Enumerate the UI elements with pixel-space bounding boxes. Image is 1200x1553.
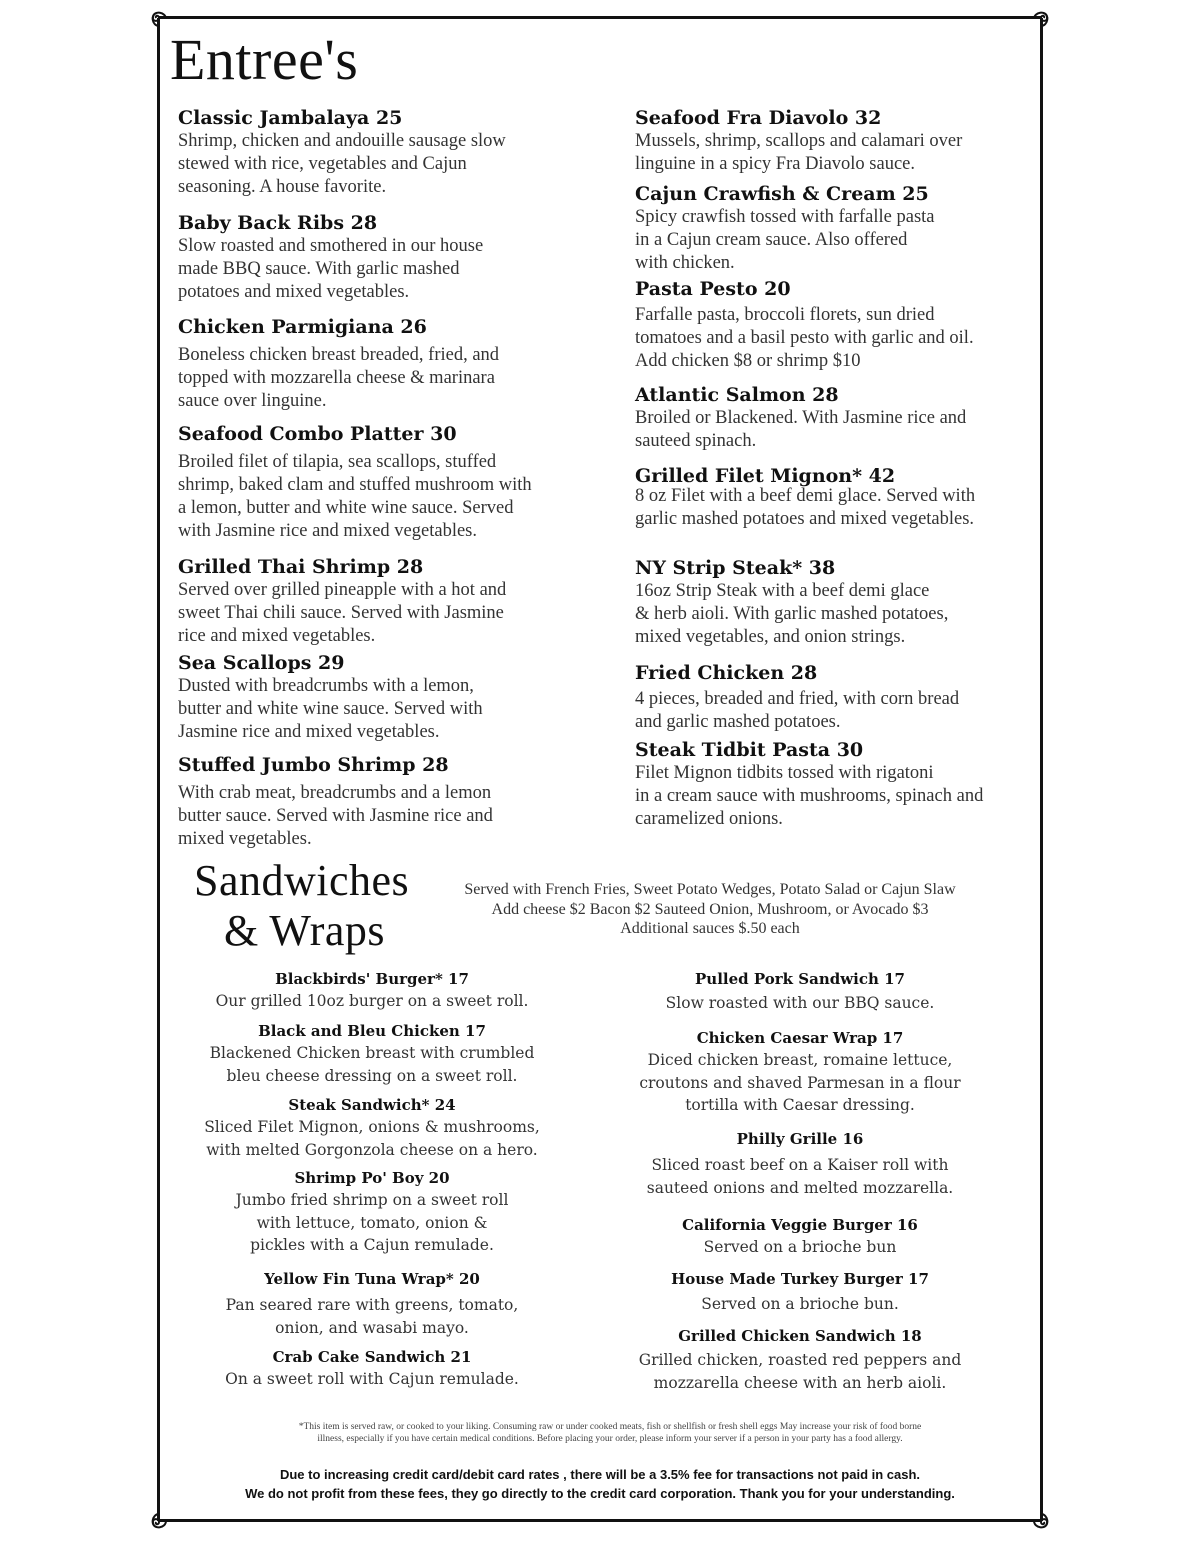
menu-item-name: Atlantic Salmon 28 (635, 384, 839, 406)
menu-item-description: Diced chicken breast, romaine lettuce, croutons and shaved Parmesan in a flour tortilla with Caesar dressing. (639, 1051, 961, 1114)
menu-item-description: Sliced Filet Mignon, onions & mushrooms, with melted Gorgonzola cheese on a hero. (204, 1118, 540, 1159)
menu-item-name: Steak Tidbit Pasta 30 (635, 739, 864, 761)
menu-item-name: Baby Back Ribs 28 (178, 212, 378, 234)
menu-item-description: Shrimp, chicken and andouille sausage slow stewed with rice, vegetables and Cajun seasoning. A house favorite. (178, 131, 506, 197)
menu-item-description: Spicy crawfish tossed with farfalle pasta in a Cajun cream sauce. Also offered with chicken. (635, 207, 935, 273)
menu-item (635, 464, 1035, 531)
menu-item-name: Grilled Thai Shrimp 28 (178, 556, 424, 578)
menu-item-name: Yellow Fin Tuna Wrap* 20 (264, 1270, 480, 1288)
menu-item-name: Crab Cake Sandwich 21 (272, 1348, 472, 1366)
menu-item-description: Served on a brioche bun. (701, 1295, 899, 1313)
menu-item-description: Our grilled 10oz burger on a sweet roll. (215, 992, 529, 1010)
menu-item-description: Served on a brioche bun (703, 1238, 897, 1256)
menu-item (635, 182, 1035, 275)
menu-item-description: Jumbo fried shrimp on a sweet roll with lettuce, tomato, onion & pickles with a Cajun remulade. (235, 1191, 509, 1254)
sandwiches-heading-line1: Sandwiches (194, 856, 410, 905)
menu-item (178, 211, 578, 304)
entrees-heading: Entree's (170, 27, 359, 92)
menu-item-name: Seafood Fra Diavolo 32 (635, 107, 882, 129)
menu-item-description: Grilled chicken, roasted red peppers and mozzarella cheese with an herb aioli. (638, 1351, 962, 1392)
corner-flourish-icon (146, 6, 172, 32)
menu-item-name: Chicken Caesar Wrap 17 (696, 1029, 904, 1047)
menu-item (178, 753, 578, 851)
menu-item (182, 1095, 562, 1161)
menu-item (635, 661, 1035, 734)
menu-item-name: Blackbirds' Burger* 17 (275, 970, 469, 988)
menu-item (610, 1028, 990, 1117)
menu-item (635, 556, 1035, 649)
menu-item-description: Dusted with breadcrumbs with a lemon, butter and white wine sauce. Served with Jasmine rice and mixed vegetables. (178, 676, 483, 742)
menu-item-description: Broiled or Blackened. With Jasmine rice and sauteed spinach. (635, 408, 967, 451)
menu-item (182, 969, 562, 1013)
sandwiches-heading (194, 856, 409, 956)
corner-flourish-icon (1028, 1508, 1054, 1534)
menu-item-name: Black and Bleu Chicken 17 (258, 1022, 486, 1040)
menu-item-name: Chicken Parmigiana 26 (178, 316, 427, 338)
menu-item-description: 4 pieces, breaded and fried, with corn bread and garlic mashed potatoes. (635, 689, 960, 732)
menu-item-name: California Veggie Burger 16 (682, 1216, 918, 1234)
menu-item-description: Slow roasted and smothered in our house made BBQ sauce. With garlic mashed potatoes and mixed vegetables. (178, 236, 484, 302)
menu-item-description: Sliced roast beef on a Kaiser roll with sauteed onions and melted mozzarella. (646, 1156, 954, 1197)
menu-item (610, 1326, 990, 1394)
frame-border-right (1040, 18, 1043, 1521)
menu-item-name: Stuffed Jumbo Shrimp 28 (178, 754, 449, 776)
menu-item-description: 8 oz Filet with a beef demi glace. Served with garlic mashed potatoes and mixed vegetables. (635, 486, 976, 529)
menu-item (178, 106, 578, 199)
menu-item-name: House Made Turkey Burger 17 (671, 1270, 929, 1288)
corner-flourish-icon (1028, 6, 1054, 32)
menu-item-description: On a sweet roll with Cajun remulade. (225, 1370, 519, 1388)
menu-item (182, 1021, 562, 1087)
raw-food-disclaimer: *This item is served raw, or cooked to your liking. Consuming raw or under cooked meats, fish or shellfish or fresh shell eggs May increase your risk of food borne illness, especially if you have certain medical conditions. Before placing your order, please inform your server if a person in your party has a food allergy. (298, 1422, 922, 1444)
menu-item-name: Grilled Filet Mignon* 42 (635, 465, 896, 487)
menu-item-name: Philly Grille 16 (736, 1130, 864, 1148)
menu-item (635, 738, 1035, 831)
menu-item-name: Classic Jambalaya 25 (178, 107, 403, 129)
menu-item-description: Farfalle pasta, broccoli florets, sun dried tomatoes and a basil pesto with garlic and oil. Add chicken $8 or shrimp $10 (635, 305, 974, 371)
menu-item-description: Filet Mignon tidbits tossed with rigatoni in a cream sauce with mushrooms, spinach and caramelized onions. (635, 763, 984, 829)
menu-item (182, 1168, 562, 1257)
menu-item (610, 969, 990, 1015)
menu-item-description: Mussels, shrimp, scallops and calamari over linguine in a spicy Fra Diavolo sauce. (635, 131, 963, 174)
menu-item (635, 106, 1035, 176)
menu-item-name: Steak Sandwich* 24 (288, 1096, 456, 1114)
menu-item-description: With crab meat, breadcrumbs and a lemon butter sauce. Served with Jasmine rice and mixed vegetables. (178, 783, 493, 849)
frame-border-left (157, 18, 160, 1521)
menu-item-name: Sea Scallops 29 (178, 652, 345, 674)
menu-item (178, 422, 578, 543)
menu-item-description: Blackened Chicken breast with crumbled bleu cheese dressing on a sweet roll. (209, 1044, 535, 1085)
menu-item-name: Fried Chicken 28 (635, 662, 818, 684)
menu-item (610, 1129, 990, 1199)
menu-item (182, 1347, 562, 1391)
corner-flourish-icon (146, 1508, 172, 1534)
menu-item-description: Broiled filet of tilapia, sea scallops, stuffed shrimp, baked clam and stuffed mushroom with a lemon, butter and white wine sauce. Served with Jasmine rice and mixed vegetables. (178, 452, 532, 541)
menu-item-description: Boneless chicken breast breaded, fried, and topped with mozzarella cheese & marinara sauce over linguine. (178, 345, 500, 411)
frame-border-top (158, 16, 1042, 19)
menu-item (610, 1269, 990, 1316)
menu-item (610, 1215, 990, 1259)
card-fee-notice: Due to increasing credit card/debit card rates , there will be a 3.5% fee for transactions not paid in cash. We do not profit from these fees, they go directly to the credit card corporation. Thank you for your understanding. (245, 1467, 955, 1501)
menu-item-name: Pasta Pesto 20 (635, 278, 791, 300)
frame-border-bottom (158, 1519, 1042, 1522)
menu-item-name: Cajun Crawfish & Cream 25 (635, 183, 929, 205)
menu-item (178, 555, 578, 648)
menu-item (635, 277, 1035, 373)
menu-item (182, 1269, 562, 1339)
menu-item-description: Served over grilled pineapple with a hot and sweet Thai chili sauce. Served with Jasmine rice and mixed vegetables. (178, 580, 507, 646)
menu-item-description: 16oz Strip Steak with a beef demi glace & herb aioli. With garlic mashed potatoes, mixed vegetables, and onion strings. (635, 581, 949, 647)
menu-item (178, 651, 578, 744)
menu-item-name: Grilled Chicken Sandwich 18 (678, 1327, 922, 1345)
menu-item (178, 315, 578, 413)
menu-item-name: Seafood Combo Platter 30 (178, 423, 457, 445)
menu-item-description: Slow roasted with our BBQ sauce. (665, 994, 935, 1012)
menu-item-name: Shrimp Po' Boy 20 (294, 1169, 450, 1187)
sandwiches-heading-line2: & Wraps (224, 906, 386, 955)
menu-item-name: Pulled Pork Sandwich 17 (695, 970, 905, 988)
menu-item-name: NY Strip Steak* 38 (635, 557, 836, 579)
sandwiches-sides-note: Served with French Fries, Sweet Potato Wedges, Potato Salad or Cajun Slaw Add cheese $2 Bacon $2 Sauteed Onion, Mushroom, or Avocado $3 Additional sauces $.50 each (464, 881, 956, 937)
menu-item (635, 383, 1035, 453)
menu-item-description: Pan seared rare with greens, tomato, onion, and wasabi mayo. (225, 1296, 519, 1337)
